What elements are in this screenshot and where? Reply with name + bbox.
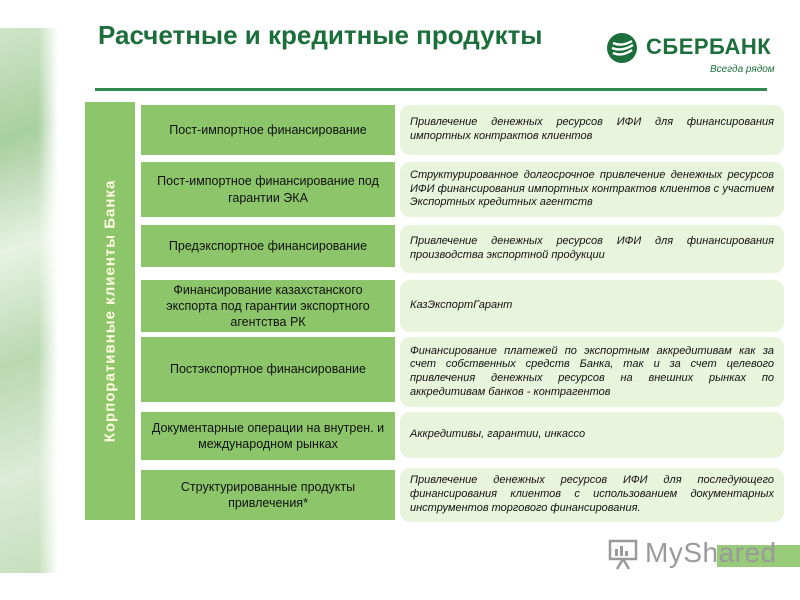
description-text: Привлечение денежных ресурсов ИФИ для финансирования импортных контрактов клиентов xyxy=(410,116,774,142)
description-text: КазЭкспортГарант xyxy=(410,299,513,312)
logo-name: СБЕРБАНК xyxy=(646,34,772,59)
presentation-board-icon xyxy=(607,537,641,571)
background-leaf-image xyxy=(0,28,58,573)
product-description-kz-export xyxy=(400,280,784,332)
page-title: Расчетные и кредитные продукты xyxy=(98,20,543,50)
product-description-documentary xyxy=(400,412,784,458)
product-description-structured xyxy=(400,468,784,522)
description-text: Структурированное долгосрочное привлечение денежных ресурсов ИФИ финансирования импортных контрактов клиентов с участием Экспортных кредитных агентств xyxy=(410,168,774,209)
product-description-post-import-eca xyxy=(400,162,784,217)
product-box-post-import: Пост-импортное финансирование xyxy=(141,105,395,155)
watermark xyxy=(607,537,800,573)
description-text: Аккредитивы, гарантии, инкассо xyxy=(410,428,586,441)
product-box-pre-export: Предэкспортное финансирование xyxy=(141,225,395,267)
sberbank-logo-icon xyxy=(606,32,638,64)
side-category-label: Корпоративные клиенты Банка xyxy=(101,179,119,443)
product-box-post-export: Постэкспортное финансирование xyxy=(141,337,395,402)
product-box-post-import-eca: Пост-импортное финансирование под гарантии ЭКА xyxy=(141,162,395,217)
product-box-structured: Структурированные продукты привлечения* xyxy=(141,470,395,520)
description-text: Привлечение денежных ресурсов ИФИ для финансирования производства экспортной продукции xyxy=(410,235,774,261)
title-divider xyxy=(95,88,767,91)
watermark-text: MyShared xyxy=(645,537,777,568)
description-text: Привлечение денежных ресурсов ИФИ для последующего финансирования клиентов с использованием документарных инструментов торгового финансирования. xyxy=(410,474,774,514)
product-box-documentary: Документарные операции на внутрен. и международном рынках xyxy=(141,412,395,460)
product-box-kz-export: Финансирование казахстанского экспорта под гарантии экспортного агентства РК xyxy=(141,280,395,332)
side-category-bar xyxy=(85,102,135,520)
product-description-post-import xyxy=(400,105,784,155)
product-description-post-export xyxy=(400,337,784,407)
description-text: Финансирование платежей по экспортным аккредитивам как за счет собственных средств Банка, так и за счет целевого привлечения денежных ресурсов на внешних рынках по аккредитивам банков - контрагентов xyxy=(410,344,774,398)
sberbank-logo xyxy=(606,30,776,80)
logo-tagline: Всегда рядом xyxy=(710,64,775,75)
product-description-pre-export xyxy=(400,225,784,273)
